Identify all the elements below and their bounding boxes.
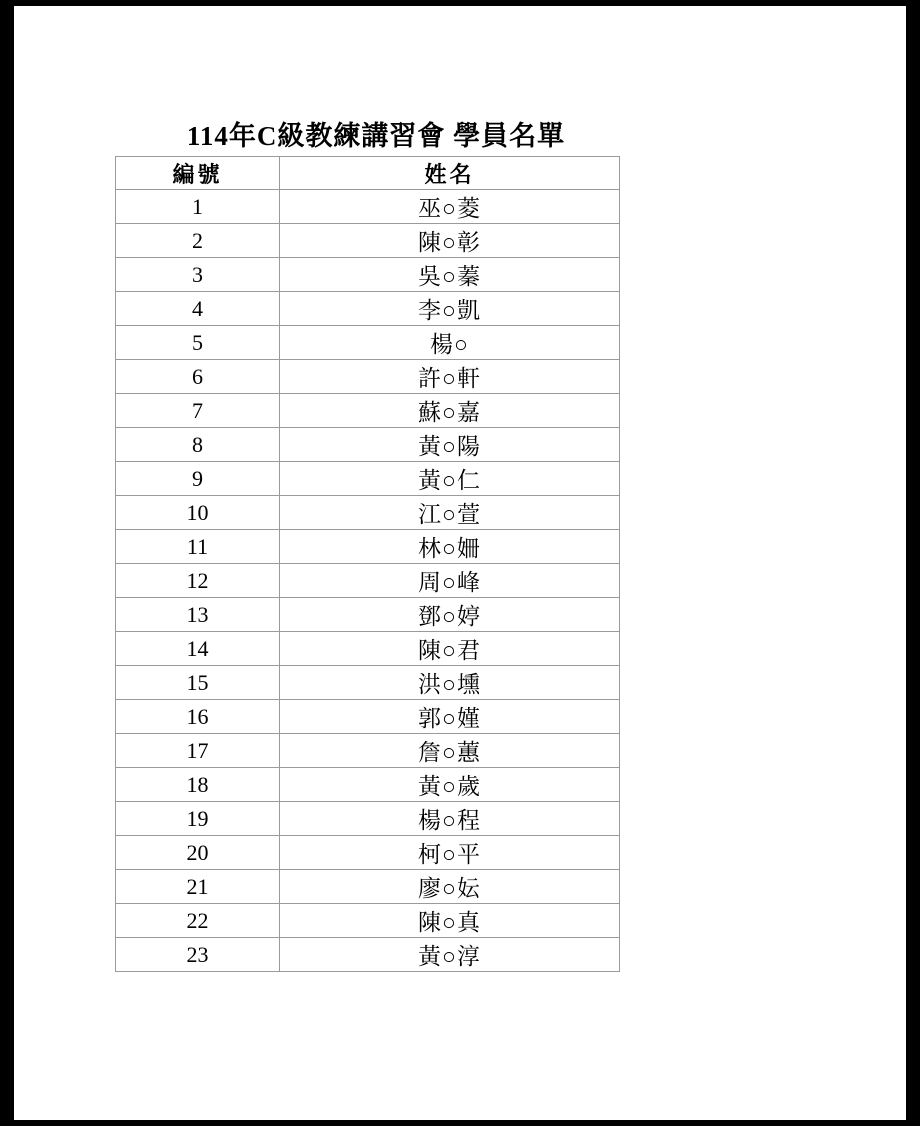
table-row <box>116 462 620 496</box>
cell-number: 22 <box>116 904 280 938</box>
cell-number: 20 <box>116 836 280 870</box>
table-header-row <box>116 157 620 190</box>
cell-name: 黃○淳 <box>280 938 620 972</box>
student-roster-table <box>115 156 620 972</box>
cell-number: 12 <box>116 564 280 598</box>
cell-number: 19 <box>116 802 280 836</box>
column-header-name: 姓名 <box>280 157 620 190</box>
table-body <box>116 190 620 972</box>
table-row <box>116 768 620 802</box>
cell-number: 6 <box>116 360 280 394</box>
table-row <box>116 326 620 360</box>
cell-number: 7 <box>116 394 280 428</box>
cell-name: 洪○壎 <box>280 666 620 700</box>
table-row <box>116 564 620 598</box>
cell-name: 廖○妘 <box>280 870 620 904</box>
cell-name: 蘇○嘉 <box>280 394 620 428</box>
cell-name: 黃○歲 <box>280 768 620 802</box>
table-row <box>116 666 620 700</box>
table-row <box>116 224 620 258</box>
cell-number: 3 <box>116 258 280 292</box>
cell-name: 巫○菱 <box>280 190 620 224</box>
table-row <box>116 360 620 394</box>
table-row <box>116 598 620 632</box>
cell-number: 15 <box>116 666 280 700</box>
cell-name: 柯○平 <box>280 836 620 870</box>
cell-name: 黃○陽 <box>280 428 620 462</box>
cell-name: 楊○程 <box>280 802 620 836</box>
document-page <box>14 6 906 1120</box>
cell-name: 李○凱 <box>280 292 620 326</box>
page-title: 114年C級教練講習會 學員名單 <box>186 121 566 151</box>
table-row <box>116 496 620 530</box>
cell-number: 9 <box>116 462 280 496</box>
cell-name: 吳○蓁 <box>280 258 620 292</box>
cell-number: 4 <box>116 292 280 326</box>
cell-number: 18 <box>116 768 280 802</box>
cell-number: 14 <box>116 632 280 666</box>
cell-name: 許○軒 <box>280 360 620 394</box>
cell-name: 林○姍 <box>280 530 620 564</box>
cell-number: 1 <box>116 190 280 224</box>
table-row <box>116 632 620 666</box>
table-row <box>116 190 620 224</box>
column-header-number: 編號 <box>116 157 280 190</box>
cell-name: 周○峰 <box>280 564 620 598</box>
table-row <box>116 802 620 836</box>
cell-number: 23 <box>116 938 280 972</box>
table-row <box>116 428 620 462</box>
cell-name: 江○萱 <box>280 496 620 530</box>
cell-number: 17 <box>116 734 280 768</box>
cell-number: 13 <box>116 598 280 632</box>
table-row <box>116 870 620 904</box>
cell-number: 16 <box>116 700 280 734</box>
cell-number: 10 <box>116 496 280 530</box>
cell-name: 陳○君 <box>280 632 620 666</box>
cell-name: 黃○仁 <box>280 462 620 496</box>
table-row <box>116 938 620 972</box>
cell-name: 詹○蕙 <box>280 734 620 768</box>
cell-number: 8 <box>116 428 280 462</box>
table-row <box>116 836 620 870</box>
cell-name: 郭○嫤 <box>280 700 620 734</box>
table-row <box>116 700 620 734</box>
cell-name: 陳○彰 <box>280 224 620 258</box>
table-row <box>116 734 620 768</box>
cell-number: 2 <box>116 224 280 258</box>
table-row <box>116 292 620 326</box>
cell-name: 鄧○婷 <box>280 598 620 632</box>
table-row <box>116 258 620 292</box>
cell-number: 5 <box>116 326 280 360</box>
cell-name: 陳○真 <box>280 904 620 938</box>
cell-name: 楊○ <box>280 326 620 360</box>
cell-number: 21 <box>116 870 280 904</box>
cell-number: 11 <box>116 530 280 564</box>
table-row <box>116 394 620 428</box>
table-row <box>116 904 620 938</box>
table-row <box>116 530 620 564</box>
